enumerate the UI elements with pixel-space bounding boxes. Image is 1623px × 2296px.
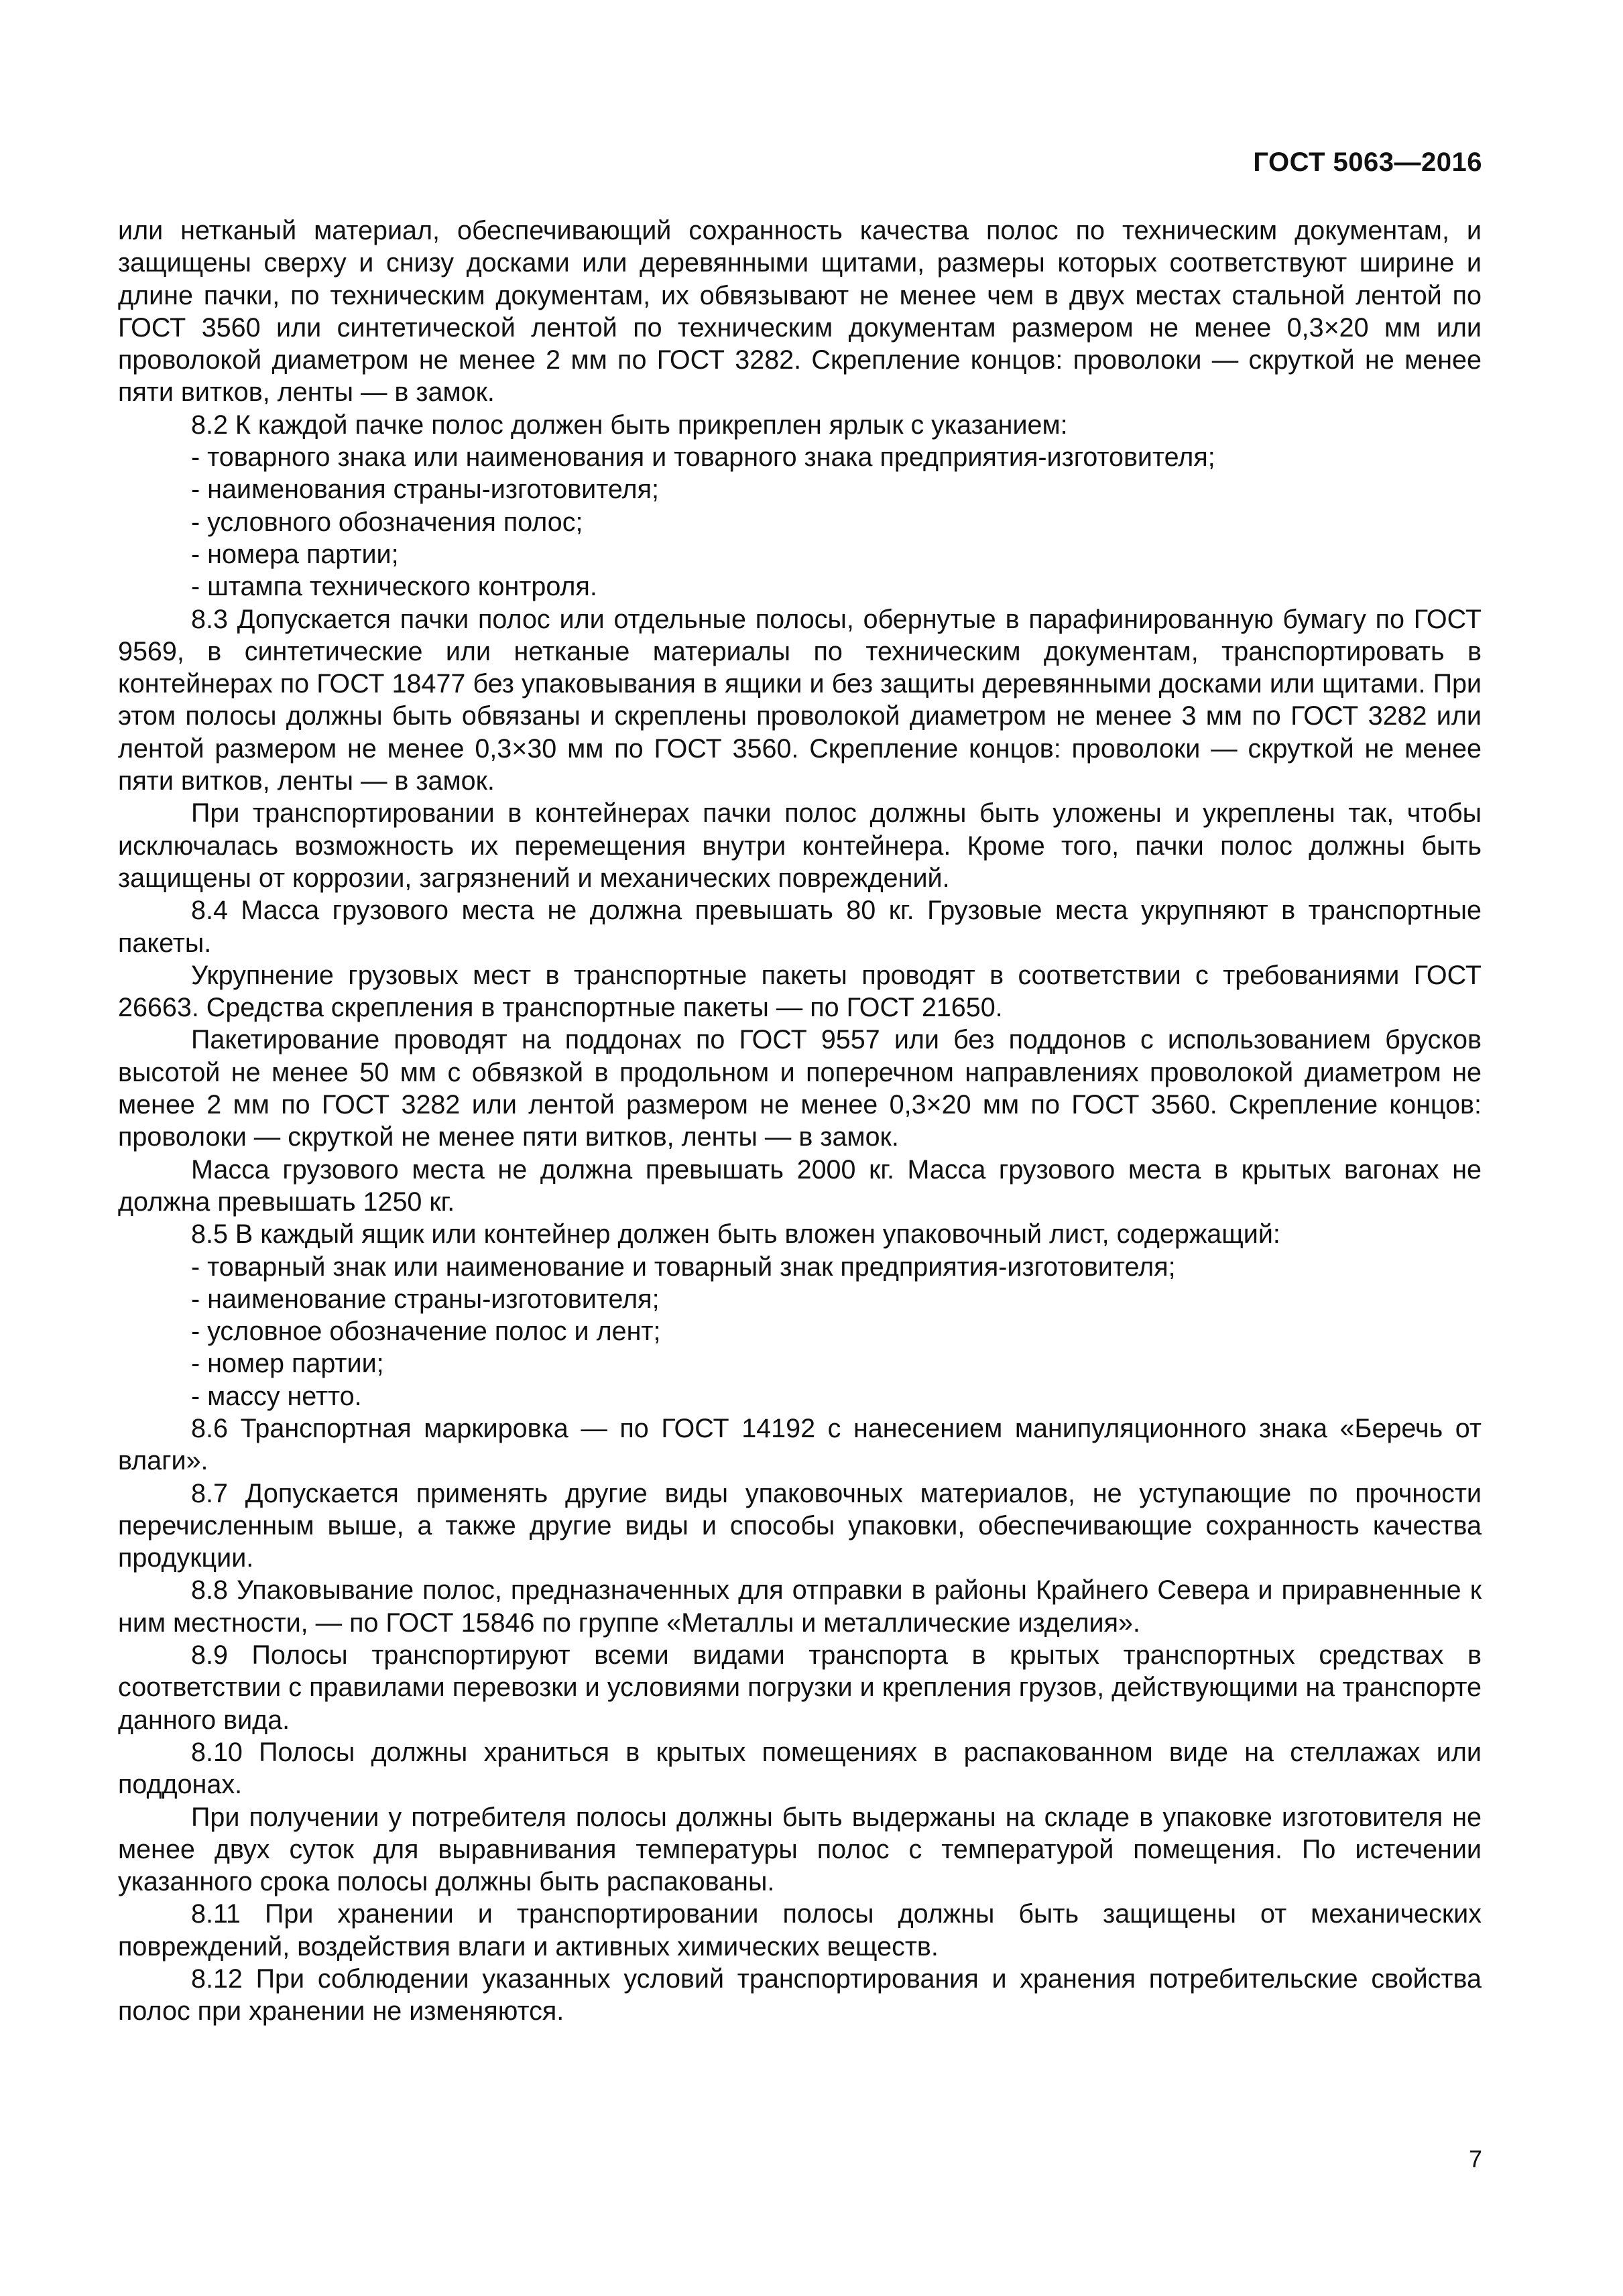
- list-item: - массу нетто.: [191, 1381, 362, 1411]
- paragraph: При транспортировании в контейнерах пачки полос должны быть уложены и укреплены так, чтобы исключалась возможность их перемещения внутри контейнера. Кроме того, пачки полос должны быть защищены от коррозии, загрязнений и механических повреждений.: [118, 798, 1482, 893]
- paragraph-8-3: 8.3 Допускается пачки полос или отдельные полосы, обернутые в парафинированную бумагу по ГОСТ 9569, в синтетические или нетканые материалы по техническим документам, транспортировать в контейнерах по ГОСТ 18477 без упаковывания в ящики и без защиты деревянными досками или щитами. При этом полосы должны быть обвязаны и скреплены проволокой диаметром не менее 3 мм по ГОСТ 3282 или лентой размером не менее 0,3×30 мм по ГОСТ 3560. Скрепление концов: проволоки — скруткой не менее пяти витков, ленты — в замок.: [118, 604, 1482, 796]
- paragraph-8-8: 8.8 Упаковывание полос, предназначенных для отправки в районы Крайнего Севера и приравненные к ним местности, — по ГОСТ 15846 по группе «Металлы и металлические изделия».: [118, 1575, 1482, 1638]
- document-body: [118, 215, 1482, 2028]
- list-item: - товарного знака или наименования и товарного знака предприятия-изготовителя;: [191, 442, 1215, 473]
- paragraph-8-5: 8.5 В каждый ящик или контейнер должен быть вложен упаковочный лист, содержащий:: [191, 1219, 1280, 1250]
- list-item: - штампа технического контроля.: [191, 572, 597, 602]
- paragraph: Укрупнение грузовых мест в транспортные пакеты проводят в соответствии с требованиями ГОСТ 26663. Средства скрепления в транспортные пакеты — по ГОСТ 21650.: [118, 960, 1482, 1023]
- page-number: 7: [1468, 2145, 1482, 2173]
- list-item: - условного обозначения полос;: [191, 507, 583, 537]
- list-item: - номер партии;: [191, 1349, 384, 1379]
- list-item: - наименование страны-изготовителя;: [191, 1284, 660, 1314]
- paragraph-8-9: 8.9 Полосы транспортируют всеми видами транспорта в крытых транспортных средствах в соответствии с правилами перевозки и условиями погрузки и крепления грузов, действующими на транспорте данного вида.: [118, 1640, 1482, 1735]
- paragraph: Масса грузового места не должна превышать 2000 кг. Масса грузового места в крытых вагонах не должна превышать 1250 кг.: [118, 1154, 1482, 1217]
- paragraph-8-6: 8.6 Транспортная маркировка — по ГОСТ 14192 с нанесением манипуляционного знака «Беречь от влаги».: [118, 1413, 1482, 1476]
- list-item: - условное обозначение полос и лент;: [191, 1317, 661, 1347]
- paragraph-8-11: 8.11 При хранении и транспортировании полосы должны быть защищены от механических повреждений, воздействия влаги и активных химических веществ.: [118, 1899, 1482, 1961]
- paragraph: При получении у потребителя полосы должны быть выдержаны на складе в упаковке изготовителя не менее двух суток для выравнивания температуры полос с температурой помещения. По истечении указанного срока полосы должны быть распакованы.: [118, 1802, 1482, 1897]
- list-item: - номера партии;: [191, 539, 399, 569]
- paragraph-8-4: 8.4 Масса грузового места не должна превышать 80 кг. Грузовые места укрупняют в транспортные пакеты.: [118, 896, 1482, 958]
- paragraph-8-12: 8.12 При соблюдении указанных условий транспортирования и хранения потребительские свойства полос при хранении не изменяются.: [118, 1964, 1482, 2027]
- document-header-id: ГОСТ 5063—2016: [1253, 147, 1482, 177]
- paragraph: Пакетирование проводят на поддонах по ГОСТ 9557 или без поддонов с использованием брусков высотой не менее 50 мм с обвязкой в продольном и поперечном направлениях проволокой диаметром не менее 2 мм по ГОСТ 3282 или лентой размером не менее 0,3×20 мм по ГОСТ 3560. Скрепление концов: проволоки — скруткой не менее пяти витков, ленты — в замок.: [118, 1025, 1482, 1152]
- paragraph-continued: или нетканый материал, обеспечивающий сохранность качества полос по техническим документам, и защищены сверху и снизу досками или деревянными щитами, размеры которых соответствуют ширине и длине пачки, по техническим документам, их обвязывают не менее чем в двух местах стальной лентой по ГОСТ 3560 или синтетической лентой по техническим документам размером не менее 0,3×20 мм или проволокой диаметром не менее 2 мм по ГОСТ 3282. Скрепление концов: проволоки — скруткой не менее пяти витков, ленты — в замок.: [118, 216, 1482, 408]
- list-item: - наименования страны-изготовителя;: [191, 475, 659, 505]
- paragraph-8-7: 8.7 Допускается применять другие виды упаковочных материалов, не уступающие по прочности перечисленным выше, а также другие виды и способы упаковки, обеспечивающие сохранность качества продукции.: [118, 1478, 1482, 1573]
- list-item: - товарный знак или наименование и товарный знак предприятия-изготовителя;: [191, 1252, 1176, 1282]
- paragraph-8-10: 8.10 Полосы должны храниться в крытых помещениях в распакованном виде на стеллажах или поддонах.: [118, 1737, 1482, 1800]
- paragraph-8-2: 8.2 К каждой пачке полос должен быть прикреплен ярлык с указанием:: [191, 410, 1068, 440]
